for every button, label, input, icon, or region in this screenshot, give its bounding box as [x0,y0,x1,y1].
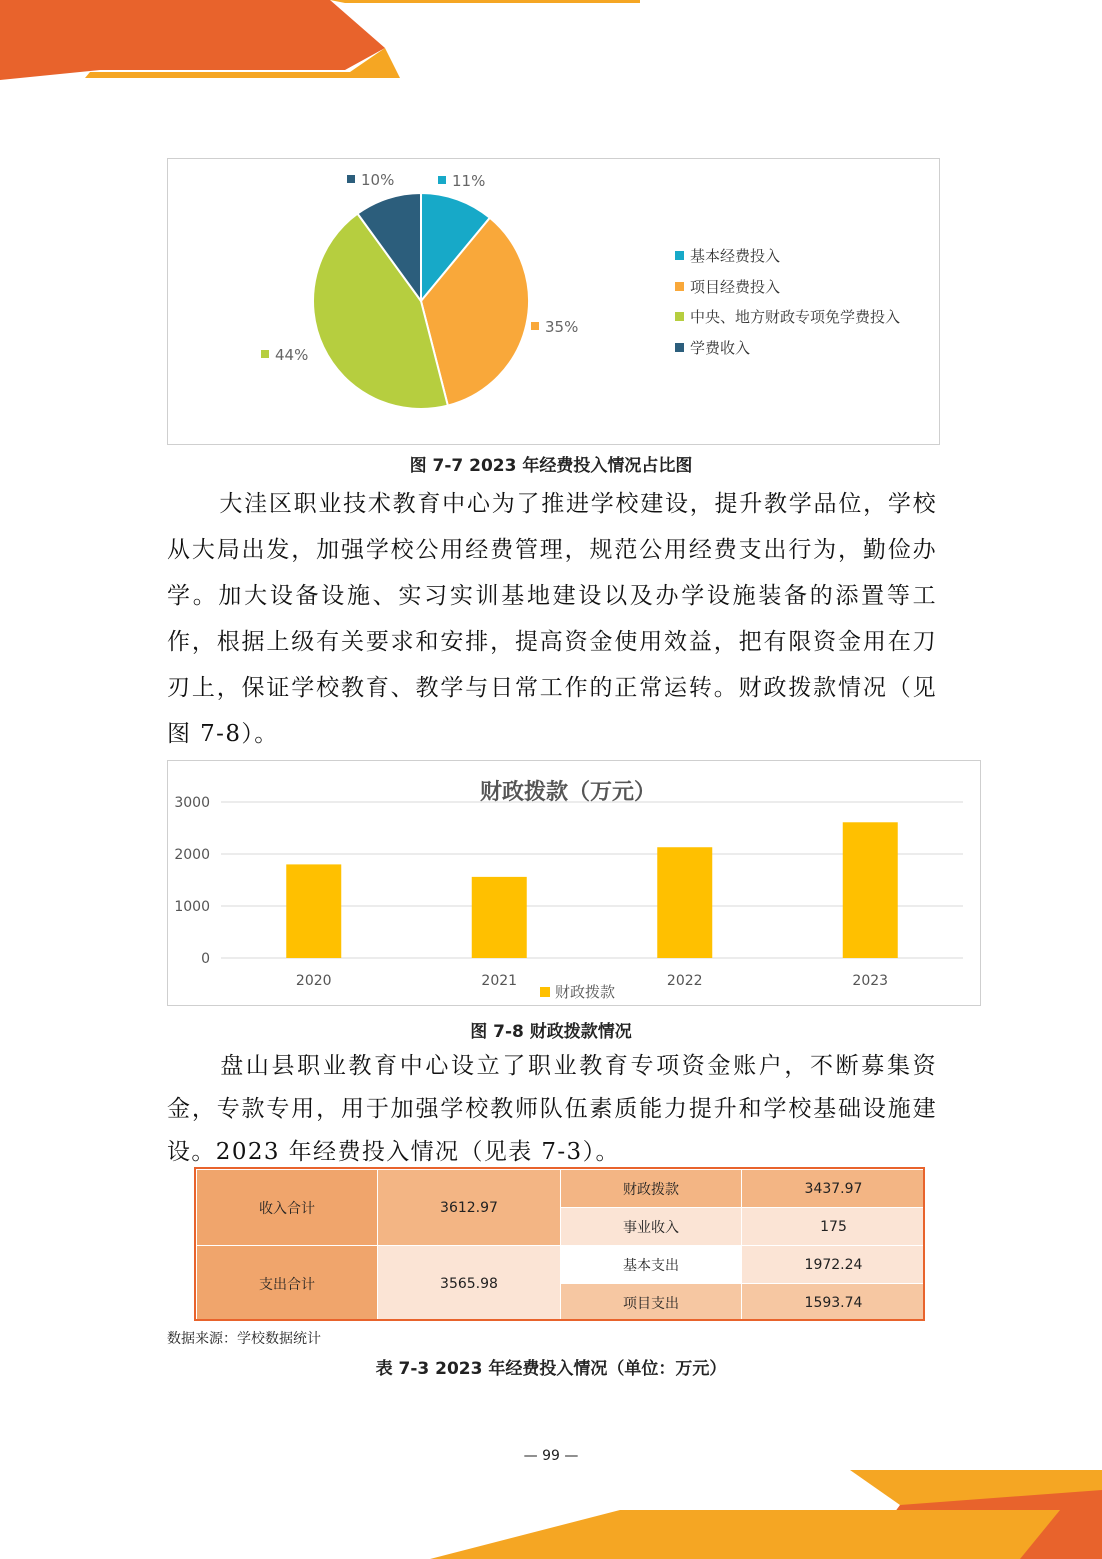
footer-decoration [430,1470,1102,1559]
bar-2022 [657,847,712,958]
income-label-cell: 收入合计 [197,1170,378,1246]
pie-legend-tuition [675,338,750,358]
table-row [197,1170,926,1208]
pie-legend-basic [675,246,780,266]
bar-legend-swatch [540,987,550,997]
pie-legend-central [675,307,900,327]
figure-caption-7-7: 图 7-7 2023 年经费投入情况占比图 [409,456,693,476]
expense-total-cell: 3565.98 [378,1246,561,1322]
y-tick-label: 3000 [174,795,210,811]
pie-label-swatch [531,322,539,330]
business-value-cell: 175 [742,1208,926,1246]
x-tick-label: 2021 [481,973,518,989]
bar-legend-label: 财政拨款 [555,983,616,1001]
fiscal-value-cell: 3437.97 [742,1170,926,1208]
pie-label-project [531,318,578,336]
basic-value-cell: 1972.24 [742,1246,926,1284]
legend-label: 基本经费投入 [690,247,781,265]
pie-chart [168,159,941,446]
table-caption-7-3: 表 7-3 2023 年经费投入情况（单位：万元） [375,1359,727,1379]
project-value-cell: 1593.74 [742,1284,926,1322]
bar-2023 [843,822,898,958]
table-row [197,1246,926,1284]
y-tick-label: 1000 [174,899,210,915]
pie-legend-project [675,277,780,297]
figure-caption-7-8: 图 7-8 财政拨款情况 [470,1022,632,1042]
pie-label-basic [438,172,485,190]
pie-label-swatch [261,350,269,358]
legend-swatch [675,251,684,260]
expense-label-cell: 支出合计 [197,1246,378,1322]
legend-swatch [675,282,684,291]
legend-label: 学费收入 [690,339,751,357]
bar-2021 [472,877,527,958]
data-source-note: 数据来源：学校数据统计 [167,1331,321,1347]
body-paragraph-2 [167,1045,937,1174]
pie-label-swatch [347,175,355,183]
page-number: — 99 — [523,1448,579,1464]
pie-chart-frame [167,158,940,445]
pie-label-tuition [347,171,394,189]
y-tick-label: 0 [201,951,210,967]
basic-label-cell: 基本支出 [561,1246,742,1284]
business-label-cell: 事业收入 [561,1208,742,1246]
paragraph-text: 盘山县职业教育中心设立了职业教育专项资金账户，不断募集资金，专款专用，用于加强学校教师队伍素质能力提升和学校基础设施建设。2023 年经费投入情况（见表 7-3）。 [167,1053,937,1165]
y-tick-label: 2000 [174,847,210,863]
x-tick-label: 2020 [295,973,332,989]
body-paragraph-1 [167,481,937,757]
legend-swatch [675,343,684,352]
bar-chart-title: 财政拨款（万元） [479,780,657,805]
pie-label-text: 44% [275,346,309,364]
income-total-cell: 3612.97 [378,1170,561,1246]
pie-label-text: 11% [452,172,486,190]
bar-chart [168,761,982,1007]
header-decoration [0,0,640,80]
funding-table [196,1169,926,1322]
bar-chart-frame [167,760,981,1006]
x-tick-label: 2022 [666,973,703,989]
legend-label: 中央、地方财政专项免学费投入 [690,308,901,326]
project-label-cell: 项目支出 [561,1284,742,1322]
pie-label-text: 35% [545,318,579,336]
legend-label: 项目经费投入 [690,278,781,296]
pie-label-text: 10% [361,171,395,189]
pie-label-swatch [438,176,446,184]
fiscal-label-cell: 财政拨款 [561,1170,742,1208]
bar-2020 [286,864,341,958]
pie-label-central [261,346,308,364]
legend-swatch [675,312,684,321]
paragraph-text: 大洼区职业技术教育中心为了推进学校建设，提升教学品位，学校从大局出发，加强学校公用经费管理，规范公用经费支出行为，勤俭办学。加大设备设施、实习实训基地建设以及办学设施装备的添置等工作，根据上级有关要求和安排，提高资金使用效益，把有限资金用在刀刃上，保证学校教育、教学与日常工作的正常运转。财政拨款情况（见图 7-8）。 [167,491,937,747]
x-tick-label: 2023 [852,973,889,989]
